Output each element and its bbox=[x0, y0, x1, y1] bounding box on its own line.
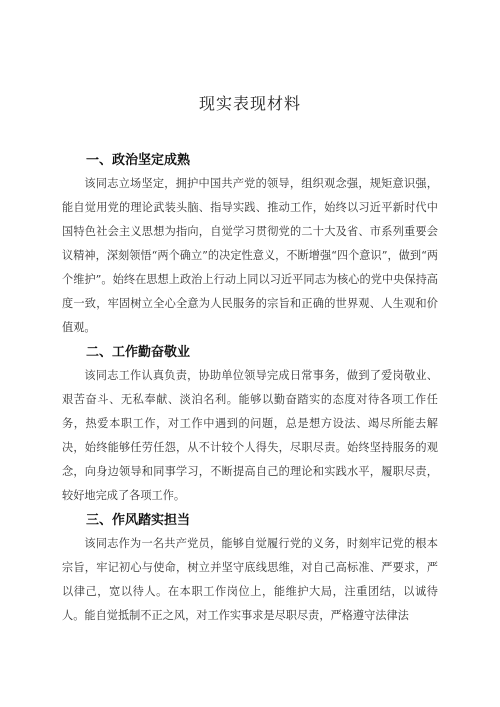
section-heading-political: 一、政治坚定成熟 bbox=[86, 153, 191, 168]
section-style bbox=[62, 510, 438, 628]
section-political bbox=[62, 150, 438, 340]
section-heading-work: 二、工作勤奋敬业 bbox=[86, 345, 191, 360]
section-heading-style: 三、作风踏实担当 bbox=[86, 513, 191, 528]
document-title: 现实表现材料 bbox=[198, 94, 301, 113]
section-body-style: 该同志作为一名共产党员，能够自觉履行党的义务，时刻牢记党的根本宗旨，牢记初心与使命，树立并坚守底线思维，对自己高标准、严要求，严以律己，宽以待人。在本职工作岗位上，能维护大局，注重团结，以诚待人。能自觉抵制不正之风，对工作实事求是尽职尽责，严格遵守法律法 bbox=[62, 537, 438, 622]
section-body-political: 该同志立场坚定，拥护中国共产党的领导，组织观念强，规矩意识强，能自觉用党的理论武装头脑、指导实践、推动工作，始终以习近平新时代中国特色社会主义思想为指向，自觉学习贯彻党的二十大及省、市系列重要会议精神，深刻领悟“两个确立”的决定性意义，不断增强“四个意识”，做到“两个维护”。始终在思想上政治上行动上同以习近平同志为核心的党中央保持高度一致，牢固树立全心全意为人民服务的宗旨和正确的世界观、人生观和价值观。 bbox=[62, 177, 438, 334]
section-work bbox=[62, 342, 438, 508]
section-body-work: 该同志工作认真负责，协助单位领导完成日常事务，做到了爱岗敬业、艰苦奋斗、无私奉献、淡泊名利。能够以勤奋踏实的态度对待各项工作任务，热爱本职工作，对工作中遇到的问题，总是想方设法、竭尽所能去解决，始终能够任劳任怨，从不计较个人得失，尽职尽责。始终坚持服务的观念，向身边领导和同事学习，不断提高自己的理论和实践水平，履职尽责，较好地完成了各项工作。 bbox=[62, 369, 438, 502]
